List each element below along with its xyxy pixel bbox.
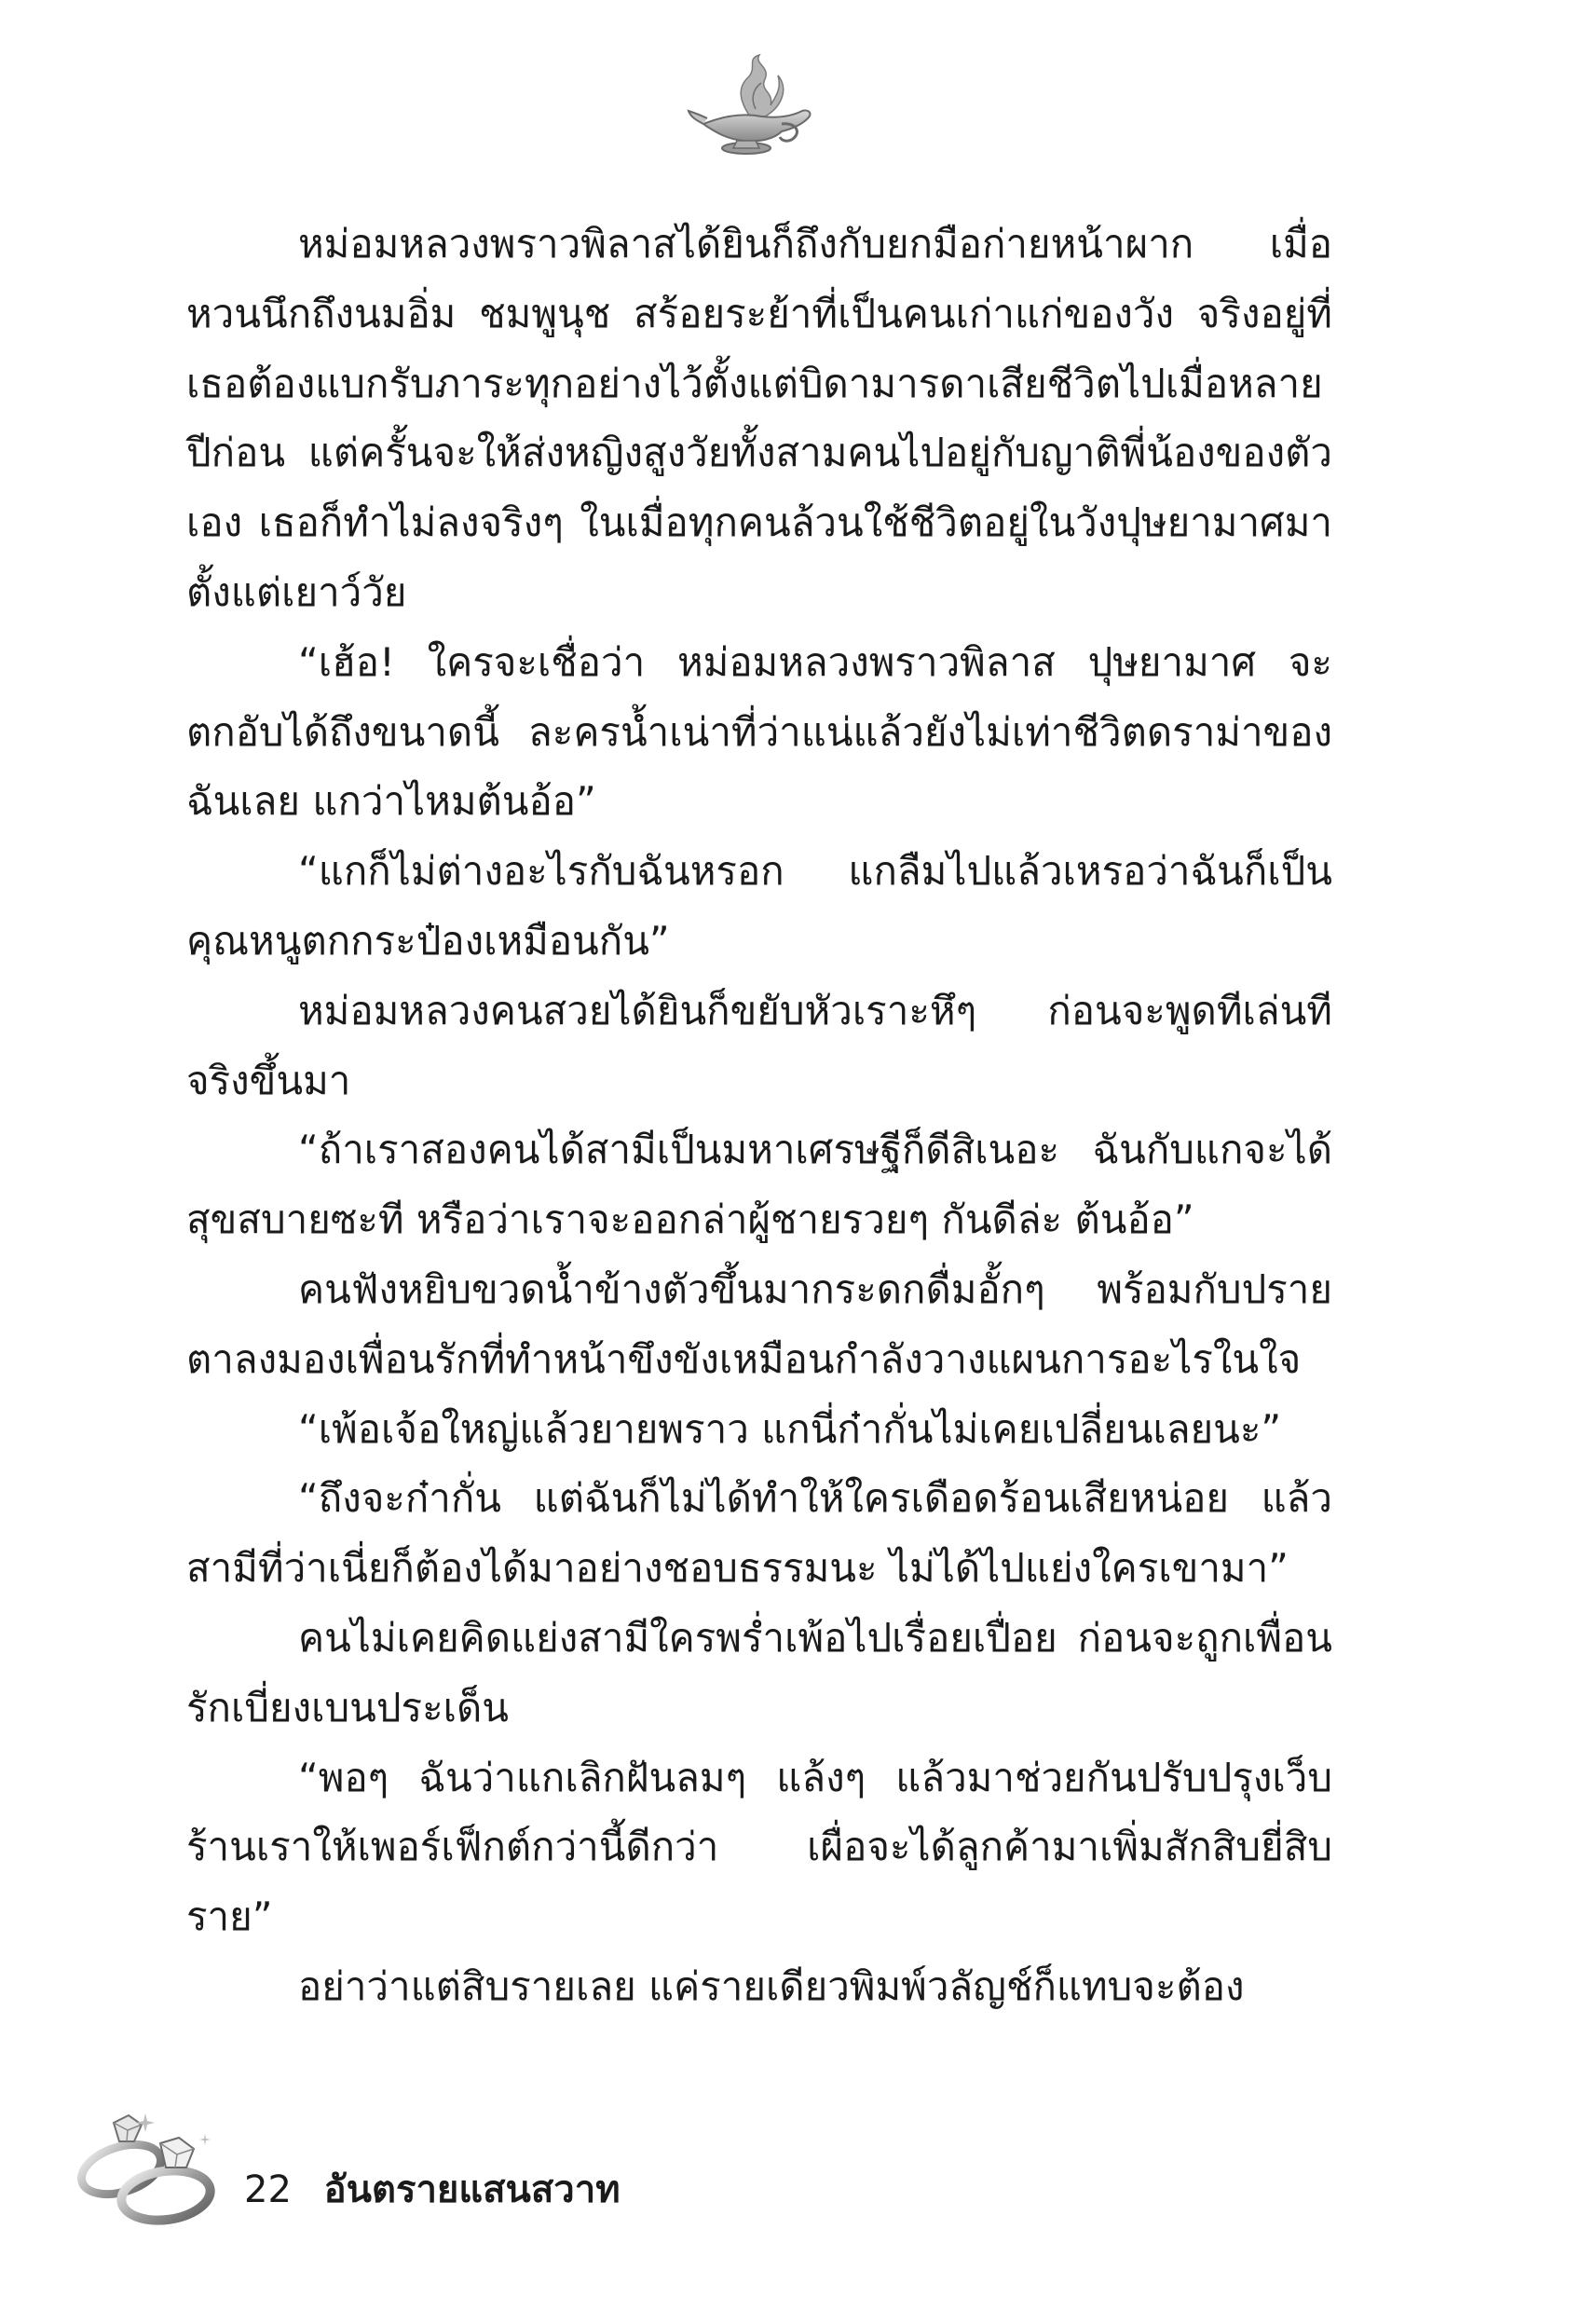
- page-number: 22: [244, 2168, 292, 2211]
- paragraph: คนไม่เคยคิดแย่งสามีใครพร่ำเพ้อไปเรื่อยเปื่อย ก่อนจะถูกเพื่อนรักเบี่ยงเบนประเด็น: [186, 1614, 1332, 1730]
- paragraph: “เพ้อเจ้อใหญ่แล้วยายพราว แกนี่ก๋ากั่นไม่เคยเปลี่ยนเลยนะ”: [298, 1405, 1282, 1452]
- paragraph: อย่าว่าแต่สิบรายเลย แค่รายเดียวพิมพ์วลัญช์ก็แทบจะต้อง: [298, 1962, 1245, 2009]
- paragraph: หม่อมหลวงคนสวยได้ยินก็ขยับหัวเราะหึๆ ก่อนจะพูดทีเล่นทีจริงขึ้นมา: [186, 987, 1332, 1103]
- diamond-rings-icon: [56, 2097, 242, 2236]
- paragraph: “เฮ้อ! ใครจะเชื่อว่า หม่อมหลวงพราวพิลาส ปุษยามาศ จะตกอับได้ถึงขนาดนี้ ละครน้ำเน่าที่ว่าแน่แล้วยังไม่เท่าชีวิตดราม่าของฉันเลย แกว่าไหมต้นอ้อ”: [186, 638, 1332, 825]
- paragraph: “ถึงจะก๋ากั่น แต่ฉันก็ไม่ได้ทำให้ใครเดือดร้อนเสียหน่อย แล้วสามีที่ว่าเนี่ยก็ต้องได้มาอย่างชอบธรรมนะ ไม่ได้ไปแย่งใครเขามา”: [186, 1475, 1332, 1592]
- paragraph: “แกก็ไม่ต่างอะไรกับฉันหรอก แกลืมไปแล้วเหรอว่าฉันก็เป็นคุณหนูตกกระป๋องเหมือนกัน”: [186, 848, 1332, 964]
- body-text: [186, 210, 1332, 2022]
- paragraph: “ถ้าเราสองคนได้สามีเป็นมหาเศรษฐีก็ดีสิเนอะ ฉันกับแกจะได้สุขสบายซะที หรือว่าเราจะออกล่าผู้ชายรวยๆ กันดีล่ะ ต้นอ้อ”: [186, 1127, 1332, 1243]
- paragraph: หม่อมหลวงพราวพิลาสได้ยินก็ถึงกับยกมือก่ายหน้าผาก เมื่อหวนนึกถึงนมอิ่ม ชมพูนุช สร้อยระย้าที่เป็นคนเก่าแก่ของวัง จริงอยู่ที่เธอต้องแบกรับภาระทุกอย่างไว้ตั้งแต่บิดามารดาเสียชีวิตไปเมื่อหลายปีก่อน แต่ครั้นจะให้ส่งหญิงสูงวัยทั้งสามคนไปอยู่กับญาติพี่น้องของตัวเอง เธอก็ทำไม่ลงจริงๆ ในเมื่อทุกคนล้วนใช้ชีวิตอยู่ในวังปุษยามาศมาตั้งแต่เยาว์วัย: [186, 221, 1332, 615]
- page-footer: [244, 2162, 621, 2218]
- genie-lamp-icon: [685, 51, 825, 163]
- book-title: อันตรายแสนสวาท: [323, 2168, 621, 2211]
- paragraph: “พอๆ ฉันว่าแกเลิกฝันลมๆ แล้งๆ แล้วมาช่วยกันปรับปรุงเว็บร้านเราให้เพอร์เฟ็กต์กว่านี้ดีกว่า เผื่อจะได้ลูกค้ามาเพิ่มสักสิบยี่สิบราย”: [186, 1754, 1332, 1940]
- paragraph: คนฟังหยิบขวดน้ำข้างตัวขึ้นมากระดกดื่มอั้กๆ พร้อมกับปรายตาลงมองเพื่อนรักที่ทำหน้าขึงขังเหมือนกำลังวางแผนการอะไรในใจ: [186, 1265, 1332, 1382]
